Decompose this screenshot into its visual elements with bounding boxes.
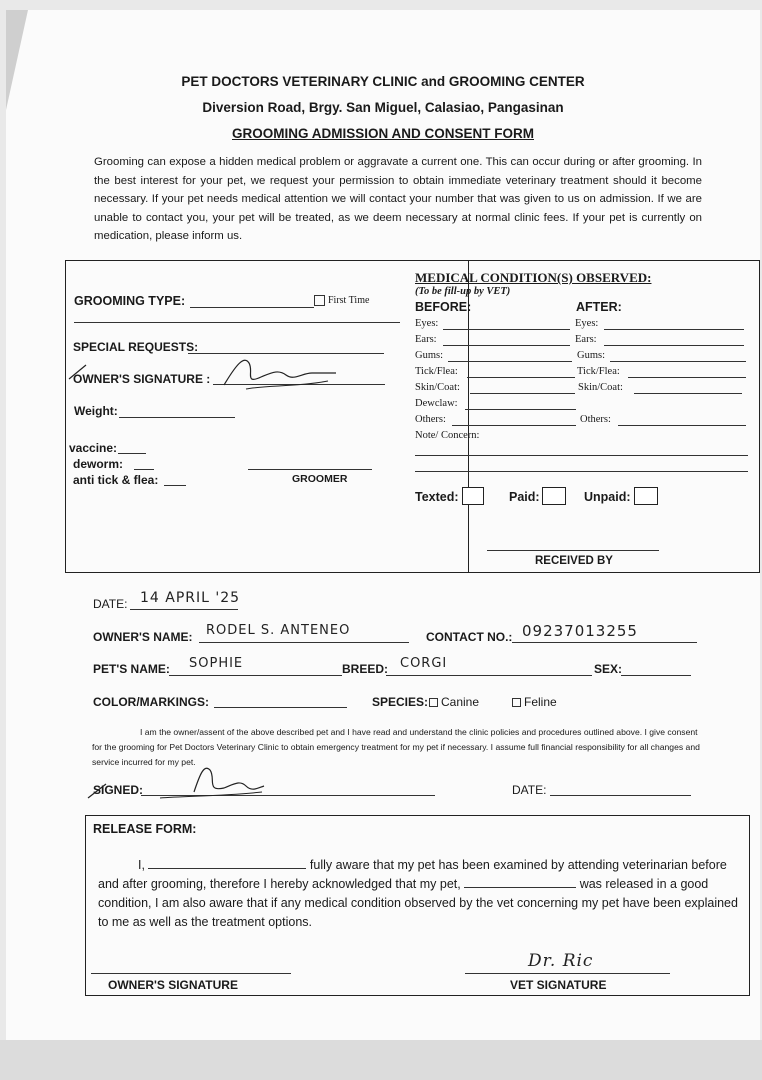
before-eyes-label: Eyes:	[415, 318, 439, 329]
consent-signature-mark	[86, 762, 266, 804]
note-label: Note/ Concern:	[415, 430, 480, 441]
after-others-label: Others:	[580, 414, 611, 425]
after-eyes-field[interactable]	[604, 329, 744, 330]
vaccine-field[interactable]	[118, 453, 146, 454]
texted-label: Texted:	[415, 490, 459, 504]
weight-label: Weight:	[74, 404, 118, 418]
form-title: GROOMING ADMISSION AND CONSENT FORM	[232, 126, 534, 141]
deworm-field[interactable]	[134, 469, 154, 470]
before-others-label: Others:	[415, 414, 446, 425]
before-others-field[interactable]	[452, 425, 576, 426]
pet-name-field[interactable]	[169, 675, 342, 676]
sex-label: SEX:	[594, 662, 623, 676]
before-gums-field[interactable]	[448, 361, 572, 362]
release-vet-signature-label: VET SIGNATURE	[510, 978, 607, 992]
clinic-address: Diversion Road, Brgy. San Miguel, Calasiao, Pangasinan	[202, 100, 564, 115]
first-time-checkbox[interactable]	[314, 295, 369, 306]
texted-checkbox[interactable]	[462, 487, 484, 505]
canine-checkbox[interactable]	[429, 698, 438, 707]
groomer-label: GROOMER	[292, 473, 348, 485]
special-requests-label: SPECIAL REQUESTS:	[73, 340, 199, 354]
after-ears-label: Ears:	[575, 334, 597, 345]
received-by-line[interactable]	[487, 550, 659, 551]
after-gums-label: Gums:	[577, 350, 606, 361]
after-ears-field[interactable]	[604, 345, 744, 346]
consent-date-label: DATE:	[512, 783, 547, 797]
before-gums-label: Gums:	[415, 350, 444, 361]
contact-field[interactable]	[512, 642, 697, 643]
color-markings-field[interactable]	[214, 707, 347, 708]
paid-label: Paid:	[509, 490, 540, 504]
grooming-medical-box	[65, 260, 760, 573]
before-dewclaw-label: Dewclaw:	[415, 398, 458, 409]
after-tick-field[interactable]	[628, 377, 746, 378]
breed-field[interactable]	[386, 675, 592, 676]
date-value: 14 APRIL '25	[140, 590, 241, 606]
release-owner-name-field[interactable]	[148, 856, 306, 869]
release-part3: was released in a good condition, I am also aware that if any medical condition observed by the vet concerning my pet have been explained to me as well as the treatment options.	[98, 877, 738, 929]
owner-name-label: OWNER'S NAME:	[93, 630, 193, 644]
grooming-type-field[interactable]	[190, 307, 314, 308]
feline-label: Feline	[524, 695, 557, 709]
contact-label: CONTACT NO.:	[426, 630, 513, 644]
consent-date-field[interactable]	[550, 795, 691, 796]
date-field[interactable]	[130, 609, 238, 610]
before-tick-label: Tick/Flea:	[415, 366, 458, 377]
vet-signature-value: Dr. Ric	[528, 951, 594, 971]
before-skin-field[interactable]	[470, 393, 575, 394]
owner-name-value: RODEL S. ANTENEO	[206, 623, 351, 638]
after-eyes-label: Eyes:	[575, 318, 599, 329]
pet-name-value: SOPHIE	[189, 656, 244, 671]
before-skin-label: Skin/Coat:	[415, 382, 460, 393]
breed-label: BREED:	[342, 662, 389, 676]
form-page	[6, 10, 760, 1055]
before-ears-label: Ears:	[415, 334, 437, 345]
before-label: BEFORE:	[415, 300, 472, 314]
unpaid-label: Unpaid:	[584, 490, 631, 504]
received-by-label: RECEIVED BY	[535, 555, 613, 567]
anti-tick-label: anti tick & flea:	[73, 473, 159, 487]
grooming-type-label: GROOMING TYPE:	[74, 294, 186, 308]
pet-name-label: PET'S NAME:	[93, 662, 170, 676]
medical-subtitle: (To be fill-up by VET)	[415, 286, 511, 297]
first-time-box[interactable]	[314, 295, 325, 306]
release-part2: fully aware that my pet has been examined by attending veterinarian before and after grooming, therefore I hereby acknowledged that my pet,	[98, 858, 727, 891]
before-tick-field[interactable]	[467, 377, 575, 378]
signed-label: SIGNED:	[93, 783, 144, 797]
clinic-name: PET DOCTORS VETERINARY CLINIC and GROOMING CENTER	[181, 74, 585, 89]
page-fold-corner	[6, 10, 28, 110]
sex-field[interactable]	[621, 675, 691, 676]
release-title: RELEASE FORM:	[93, 822, 197, 836]
contact-value: 09237013255	[522, 622, 638, 640]
after-gums-field[interactable]	[610, 361, 746, 362]
release-pet-name-field[interactable]	[464, 875, 576, 888]
note-line-1[interactable]	[415, 455, 748, 456]
vaccine-label: vaccine:	[69, 441, 118, 455]
first-time-label: First Time	[328, 295, 370, 306]
before-dewclaw-field[interactable]	[465, 409, 576, 410]
groomer-signature-line[interactable]	[248, 469, 372, 470]
after-skin-field[interactable]	[634, 393, 742, 394]
color-markings-label: COLOR/MARKINGS:	[93, 695, 209, 709]
weight-field[interactable]	[119, 417, 235, 418]
after-others-field[interactable]	[618, 425, 746, 426]
paid-checkbox[interactable]	[542, 487, 566, 505]
owner-name-field[interactable]	[199, 642, 409, 643]
note-line-2[interactable]	[415, 471, 748, 472]
unpaid-checkbox[interactable]	[634, 487, 658, 505]
after-tick-label: Tick/Flea:	[577, 366, 620, 377]
breed-value: CORGI	[400, 656, 448, 671]
feline-checkbox[interactable]	[512, 698, 521, 707]
release-form-box	[85, 815, 750, 996]
before-eyes-field[interactable]	[443, 329, 570, 330]
canine-label: Canine	[441, 695, 480, 709]
after-skin-label: Skin/Coat:	[578, 382, 623, 393]
species-canine-option[interactable]	[429, 695, 479, 709]
intro-paragraph: Grooming can expose a hidden medical problem or aggravate a current one. This can occur during or after grooming. In the best interest for your pet, we request your permission to obtain immediate veterinary treatment should it become necessary. If your pet needs medical attention we will contact your number that was given to us on admission. If we are unable to contact you, your pet will be treated, as we deem necessary at normal clinic fees. If your pet is currently on medication, please inform us.	[94, 156, 702, 242]
consent-text: I am the owner/assent of the above described pet and I have read and understand the clinic policies and procedures outlined above. I give consent for the grooming for Pet Doctors Veterinary Clinic to obtain emergency treatment for my pet if necessary. I assume full financial responsibility for all changes and service incurred for my pet.	[92, 727, 700, 767]
deworm-label: deworm:	[73, 457, 124, 471]
special-requests-field[interactable]	[188, 353, 384, 354]
before-ears-field[interactable]	[443, 345, 570, 346]
release-owner-signature-label: OWNER'S SIGNATURE	[108, 978, 238, 992]
owner-signature-label: OWNER'S SIGNATURE :	[73, 372, 211, 386]
date-label: DATE:	[93, 597, 128, 611]
owner-signature-mark	[66, 355, 366, 395]
release-paragraph	[98, 856, 748, 932]
release-vet-signature-line[interactable]	[465, 973, 670, 974]
medical-title: MEDICAL CONDITION(S) OBSERVED:	[415, 270, 652, 285]
grooming-type-line-2[interactable]	[74, 322, 400, 323]
scan-bottom-edge	[0, 1040, 762, 1080]
species-label: SPECIES:	[372, 695, 429, 709]
anti-tick-field[interactable]	[164, 485, 186, 486]
release-part1: I,	[138, 858, 145, 872]
species-feline-option[interactable]	[512, 695, 557, 709]
after-label: AFTER:	[576, 300, 622, 314]
release-owner-signature-line[interactable]	[91, 973, 291, 974]
